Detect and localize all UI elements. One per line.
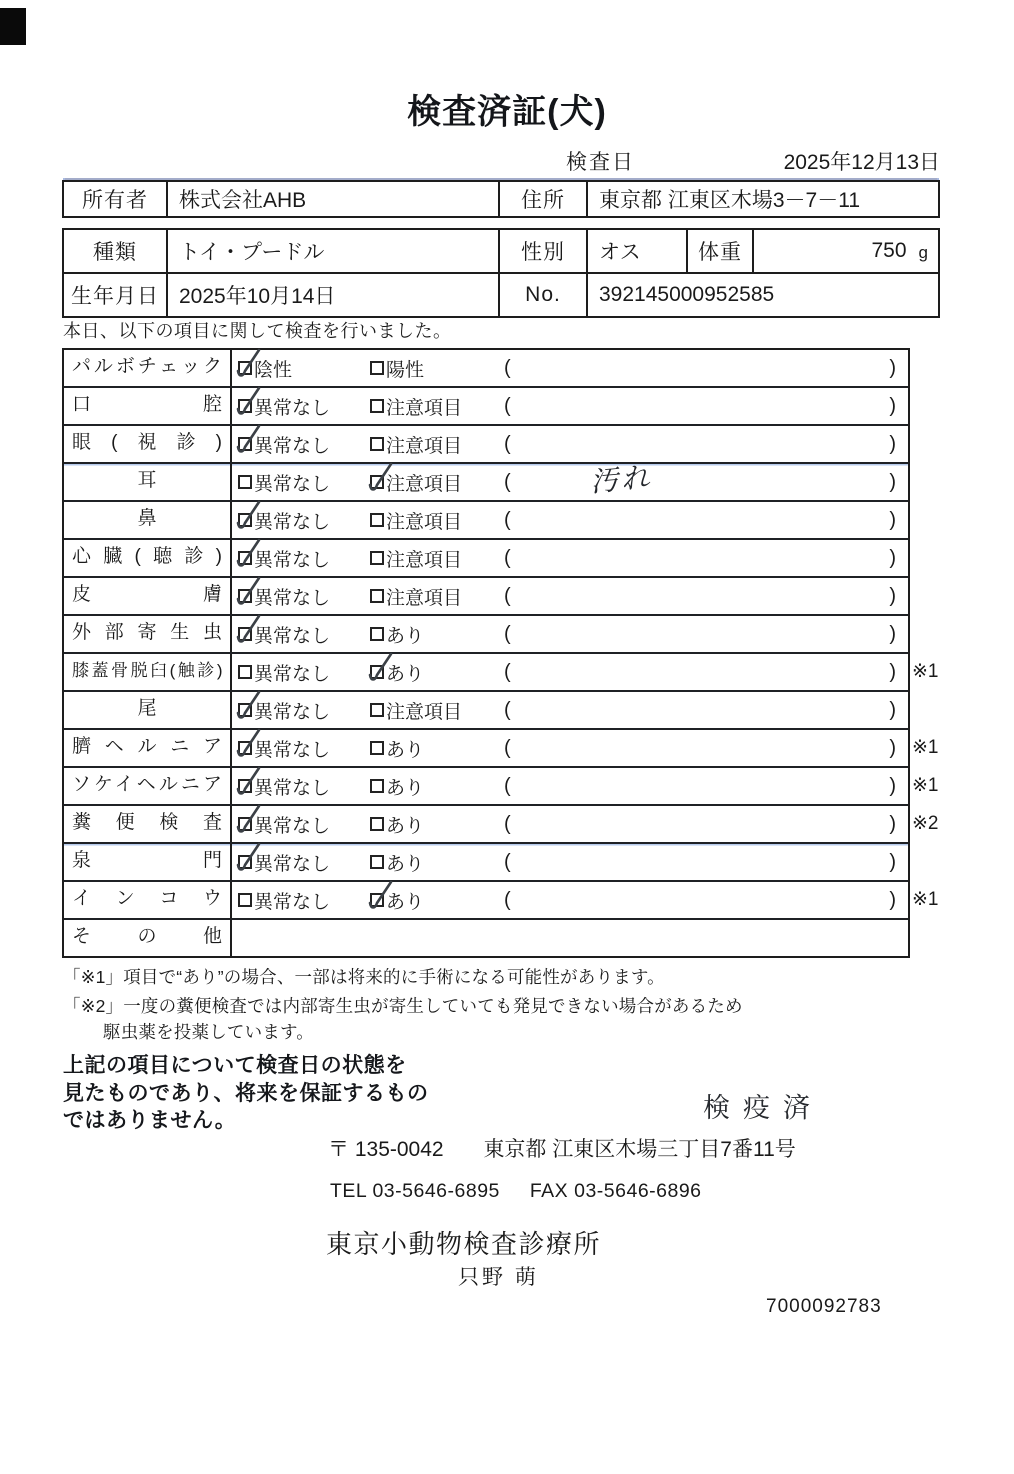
checklist-row [64, 350, 908, 388]
info-row-1 [64, 230, 938, 274]
checklist-item-label: パルボチェック [64, 350, 232, 386]
checklist-row [64, 654, 939, 692]
checklist-options [232, 730, 908, 766]
checklist-item-label: 皮膚 [64, 578, 232, 614]
option-2-label: あり [386, 815, 425, 837]
examiner-name: 只野 萌 [458, 1266, 539, 1289]
disclaimer-line-2: 見たものであり、将来を保証するもの [63, 1081, 429, 1105]
option-1 [238, 616, 330, 652]
checklist-item-label: 口腔 [64, 388, 232, 424]
checkbox-icon [238, 817, 252, 831]
check-mark-icon [233, 613, 263, 651]
option-2 [370, 350, 424, 386]
inspection-date-label: 検査日 [566, 151, 635, 174]
checkbox-icon [238, 399, 252, 413]
option-1 [238, 578, 330, 614]
checkbox-icon [238, 475, 252, 489]
sex-value: オス [588, 230, 688, 272]
checkbox-icon [238, 703, 252, 717]
postal-code: 〒 135-0042 [328, 1138, 444, 1161]
paren-close: ) [889, 813, 896, 835]
check-mark-icon [233, 689, 263, 727]
check-mark-icon [233, 803, 263, 841]
reference-mark: ※1 [912, 737, 939, 758]
checklist-options [232, 882, 908, 918]
checklist-options [232, 388, 908, 424]
check-mark-icon [233, 347, 263, 385]
option-2-label: 注意項目 [386, 473, 463, 495]
checkbox-icon [370, 361, 384, 375]
checkbox-icon [238, 665, 252, 679]
option-1-label: 異常なし [254, 891, 331, 913]
paren-open: ( [504, 623, 511, 645]
option-1-label: 異常なし [254, 435, 331, 457]
checklist-item-label: 泉門 [64, 844, 232, 880]
option-2 [370, 388, 462, 424]
paren-close: ) [889, 433, 896, 455]
option-1-label: 異常なし [254, 701, 331, 723]
checkbox-icon [238, 437, 252, 451]
option-2-label: あり [386, 853, 425, 875]
weight-label: 体重 [688, 230, 754, 272]
check-mark-icon [365, 879, 395, 917]
option-1 [238, 540, 330, 576]
option-2 [370, 768, 424, 804]
checkbox-icon [370, 627, 384, 641]
check-mark-icon [233, 423, 263, 461]
checkbox-icon [370, 893, 384, 907]
clinic-street-address: 東京都 江東区木場三丁目7番11号 [483, 1138, 796, 1161]
checklist-row [64, 692, 908, 730]
checklist-row [64, 768, 939, 806]
checklist-row [64, 882, 939, 920]
clinic-name: 東京小動物検査診療所 [326, 1229, 602, 1259]
checklist-item-label: 鼻 [64, 502, 232, 538]
number-value: 392145000952585 [599, 283, 775, 306]
checklist-item-label: 膝蓋骨脱臼(触診) [64, 654, 232, 690]
option-2 [370, 806, 424, 842]
option-2 [370, 616, 424, 652]
checklist-item-label: 心臓(聴診) [64, 540, 232, 576]
checklist-item-label: 眼(視診) [64, 426, 232, 462]
checkbox-icon [370, 437, 384, 451]
checkbox-icon [370, 665, 384, 679]
handwritten-note: 汚れ [588, 461, 654, 498]
option-2-label: 注意項目 [386, 397, 463, 419]
option-2-label: あり [386, 625, 425, 647]
clinic-contact-line [330, 1180, 702, 1203]
checklist-item-label: 臍ヘルニア [64, 730, 232, 766]
checklist-item-label: ソケイヘルニア [64, 768, 232, 804]
paren-open: ( [504, 661, 511, 683]
checkbox-icon [238, 855, 252, 869]
option-1-label: 異常なし [254, 739, 331, 761]
checklist-table [62, 348, 939, 958]
paren-close: ) [889, 661, 896, 683]
note-ref1: 「※1」項目で“あり”の場合、一部は将来的に手術になる可能性があります。 [63, 967, 665, 987]
paren-close: ) [889, 509, 896, 531]
page-title: 検査済証(犬) [407, 93, 607, 131]
checklist-row [64, 920, 908, 956]
checkbox-icon [370, 589, 384, 603]
checkbox-icon [370, 475, 384, 489]
option-1 [238, 882, 330, 918]
address-value: 東京都 江東区木場3－7－11 [599, 189, 860, 212]
clinic-tel: TEL 03-5646-6895 [330, 1180, 500, 1202]
option-1-label: 異常なし [254, 777, 331, 799]
checklist-options [232, 461, 908, 500]
weight-value: 750 [871, 239, 907, 262]
option-2 [370, 502, 462, 538]
check-mark-icon [365, 651, 395, 689]
option-2 [370, 540, 462, 576]
check-mark-icon [233, 765, 263, 803]
checklist-item-label: 尾 [64, 692, 232, 728]
check-mark-icon [365, 461, 395, 499]
checkbox-icon [370, 551, 384, 565]
disclaimer-line-3: ではありません。 [63, 1109, 237, 1132]
option-1 [238, 464, 330, 500]
paren-open: ( [504, 699, 511, 721]
paren-open: ( [504, 433, 511, 455]
option-2 [370, 578, 462, 614]
paren-close: ) [889, 775, 896, 797]
paren-close: ) [889, 737, 896, 759]
inspection-date-value: 2025年12月13日 [783, 151, 940, 174]
number-label: No. [500, 274, 588, 316]
check-mark-icon [233, 727, 263, 765]
reference-mark: ※1 [912, 661, 939, 682]
checklist-row [64, 388, 908, 426]
clinic-address-line [328, 1133, 796, 1163]
paren-close: ) [889, 471, 896, 493]
checklist-row [64, 461, 908, 502]
paren-close: ) [889, 357, 896, 379]
paren-close: ) [889, 395, 896, 417]
option-1-label: 異常なし [254, 397, 331, 419]
checklist-options [232, 844, 908, 880]
checklist-options [232, 350, 908, 386]
option-1 [238, 502, 330, 538]
option-2-label: あり [386, 777, 425, 799]
checkbox-icon [370, 513, 384, 527]
breed-value: トイ・プードル [168, 230, 500, 272]
reference-mark: ※1 [912, 889, 939, 910]
option-1-label: 異常なし [254, 587, 331, 609]
clinic-fax: FAX 03-5646-6896 [529, 1180, 702, 1202]
address-label: 住所 [500, 182, 588, 216]
paren-open: ( [504, 737, 511, 759]
option-2 [370, 426, 462, 462]
option-1 [238, 654, 330, 690]
paren-open: ( [504, 509, 511, 531]
checkbox-icon [238, 779, 252, 793]
checklist-options [232, 502, 908, 538]
check-mark-icon [233, 537, 263, 575]
paren-open: ( [504, 395, 511, 417]
weight-value-cell [754, 230, 938, 272]
checkbox-icon [238, 551, 252, 565]
checklist-row [64, 844, 908, 882]
checkbox-icon [238, 627, 252, 641]
checkbox-icon [238, 589, 252, 603]
paren-close: ) [889, 623, 896, 645]
option-1-label: 異常なし [254, 663, 331, 685]
checkbox-icon [370, 399, 384, 413]
checklist-row [64, 616, 908, 654]
weight-unit: g [918, 243, 928, 262]
info-row-2 [64, 274, 938, 316]
checkbox-icon [238, 893, 252, 907]
paren-open: ( [504, 547, 511, 569]
paren-open: ( [504, 357, 511, 379]
option-1 [238, 692, 330, 728]
checkbox-icon [370, 817, 384, 831]
option-2-label: 注意項目 [386, 435, 463, 457]
check-mark-icon [233, 841, 263, 879]
option-2-label: あり [386, 891, 425, 913]
birthdate-value: 2025年10月14日 [168, 274, 500, 316]
sex-label: 性別 [500, 230, 588, 272]
paren-open: ( [504, 775, 511, 797]
option-1-label: 異常なし [254, 473, 331, 495]
checklist-row [64, 730, 939, 768]
paren-open: ( [504, 585, 511, 607]
owner-label: 所有者 [64, 182, 168, 216]
paren-open: ( [504, 851, 511, 873]
quarantine-done-stamp: 検疫済 [703, 1093, 823, 1123]
birthdate-label: 生年月日 [64, 274, 168, 316]
paren-close: ) [889, 699, 896, 721]
checklist-options [232, 616, 908, 652]
paren-close: ) [889, 547, 896, 569]
option-1-label: 陰性 [254, 359, 293, 381]
disclaimer-text [63, 1052, 429, 1135]
check-mark-icon [233, 575, 263, 613]
checklist-item-label: 外部寄生虫 [64, 616, 232, 652]
checklist-item-label: その他 [64, 920, 232, 956]
paren-close: ) [889, 851, 896, 873]
option-2-label: 注意項目 [386, 587, 463, 609]
option-1 [238, 806, 330, 842]
breed-label: 種類 [64, 230, 168, 272]
checklist-options [232, 768, 908, 804]
checklist-options [232, 806, 908, 842]
checkbox-icon [238, 741, 252, 755]
checklist-options [232, 578, 908, 614]
paren-open: ( [504, 471, 511, 493]
option-1 [238, 426, 330, 462]
checkbox-icon [370, 779, 384, 793]
scan-artifact-mark [0, 8, 26, 45]
paren-open: ( [504, 889, 511, 911]
option-2 [370, 654, 424, 690]
checklist-row [64, 540, 908, 578]
check-mark-icon [233, 499, 263, 537]
option-1-label: 異常なし [254, 625, 331, 647]
paren-close: ) [889, 585, 896, 607]
option-2 [370, 882, 424, 918]
checklist-item-label: インコウ [64, 882, 232, 918]
option-1 [238, 730, 330, 766]
option-2-label: 注意項目 [386, 511, 463, 533]
checklist-options [232, 426, 908, 462]
option-2 [370, 692, 462, 728]
option-2 [370, 730, 424, 766]
option-1 [238, 350, 292, 386]
owner-value: 株式会社AHB [168, 182, 500, 216]
info-table [62, 228, 940, 318]
option-1-label: 異常なし [254, 853, 331, 875]
checklist-row [64, 806, 939, 844]
serial-number: 7000092783 [766, 1296, 882, 1317]
option-2 [370, 464, 462, 500]
note-ref2-line1: 「※2」一度の糞便検査では内部寄生虫が寄生していても発見できない場合があるため [63, 996, 743, 1016]
option-1-label: 異常なし [254, 549, 331, 571]
checkbox-icon [370, 703, 384, 717]
checklist-options [232, 920, 908, 956]
checkbox-icon [238, 361, 252, 375]
option-2-label: 陽性 [386, 359, 425, 381]
checklist-item-label: 糞便検査 [64, 806, 232, 842]
checkbox-icon [370, 741, 384, 755]
option-2-label: 注意項目 [386, 701, 463, 723]
option-2-label: あり [386, 663, 425, 685]
checklist-options [232, 654, 908, 690]
owner-table [62, 180, 940, 218]
disclaimer-line-1: 上記の項目について検査日の状態を [63, 1054, 407, 1077]
option-1 [238, 388, 330, 424]
option-1-label: 異常なし [254, 511, 331, 533]
checklist-item-label: 耳 [64, 464, 232, 500]
reference-mark: ※1 [912, 775, 939, 796]
check-mark-icon [233, 385, 263, 423]
paren-close: ) [889, 889, 896, 911]
option-1 [238, 844, 330, 880]
checklist-row [64, 578, 908, 616]
note-ref2-line2: 駆虫薬を投薬しています。 [103, 1022, 314, 1042]
option-2-label: 注意項目 [386, 549, 463, 571]
checklist-options [232, 692, 908, 728]
checklist-row [64, 426, 908, 464]
option-2 [370, 844, 424, 880]
intro-text: 本日、以下の項目に関して検査を行いました。 [63, 321, 452, 341]
checklist-row [64, 502, 908, 540]
option-1 [238, 768, 330, 804]
paren-open: ( [504, 813, 511, 835]
reference-mark: ※2 [912, 813, 939, 834]
checklist-options [232, 540, 908, 576]
checkbox-icon [238, 513, 252, 527]
option-1-label: 異常なし [254, 815, 331, 837]
option-2-label: あり [386, 739, 425, 761]
checkbox-icon [370, 855, 384, 869]
